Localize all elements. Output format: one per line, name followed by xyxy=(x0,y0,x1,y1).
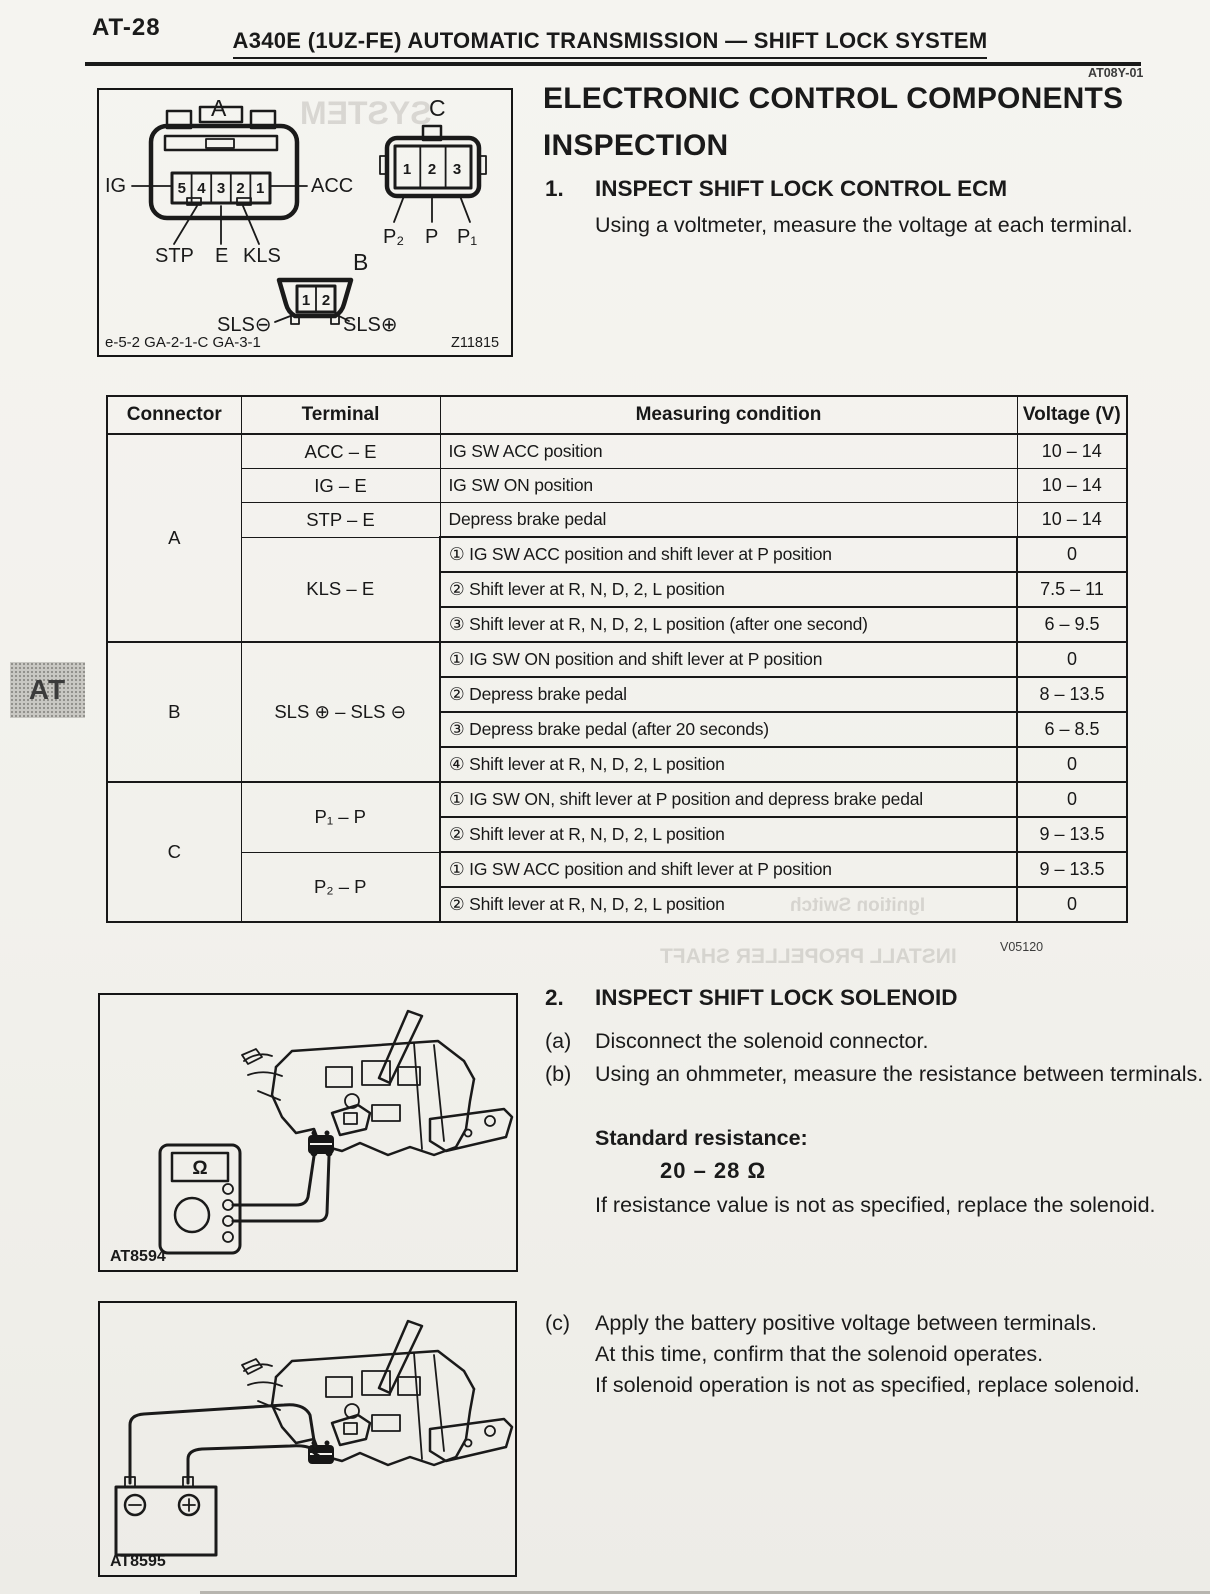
connector-c-pin: 2 xyxy=(427,161,437,178)
step-2a xyxy=(545,1026,1207,1057)
substep-text: Disconnect the solenoid connector. xyxy=(595,1029,929,1053)
voltage-cell: 9 – 13.5 xyxy=(1017,817,1127,852)
measuring-condition-cell: ② Shift lever at R, N, D, 2, L position xyxy=(440,572,1017,607)
terminal-label-acc: ACC xyxy=(311,175,354,197)
table-row xyxy=(107,782,1127,817)
connector-a-pin: 5 xyxy=(177,180,186,197)
terminal-cell: ACC – E xyxy=(241,434,440,469)
voltage-cell: 0 xyxy=(1017,782,1127,817)
ohmmeter-dial xyxy=(175,1198,209,1232)
substep-line: If solenoid operation is not as specified, replace solenoid. xyxy=(595,1373,1141,1398)
voltage-cell: 6 – 8.5 xyxy=(1017,712,1127,747)
table-header-cell: Connector xyxy=(107,396,241,434)
terminal-label-sls-plus: SLS⊕ xyxy=(343,314,398,336)
figure-id: AT8595 xyxy=(110,1553,166,1570)
measuring-condition-cell: IG SW ACC position xyxy=(440,434,1017,469)
figure-code: Z11815 xyxy=(451,335,500,351)
test-lead xyxy=(233,1156,314,1205)
connector-cell: A xyxy=(107,434,241,642)
terminal-cell: P₂ – P xyxy=(241,852,440,922)
terminal-label-p1: P₁ xyxy=(457,226,478,248)
voltage-cell: 10 – 14 xyxy=(1017,434,1127,469)
voltage-cell: 0 xyxy=(1017,642,1127,677)
measuring-condition-cell: IG SW ON position xyxy=(440,469,1017,503)
figure-ref-code: V05120 xyxy=(1000,940,1044,954)
ohmmeter-test-drawing xyxy=(100,995,516,1270)
bleedthrough-text: SYSTEM xyxy=(300,95,432,131)
shifter-assembly-drawing xyxy=(242,1011,512,1155)
header-rule xyxy=(85,62,1141,66)
measuring-condition-cell: ② Shift lever at R, N, D, 2, L position xyxy=(440,817,1017,852)
page-number: AT-28 xyxy=(92,14,161,41)
measuring-condition-cell: ① IG SW ACC position and shift lever at P position xyxy=(440,537,1017,572)
measuring-condition-cell: ③ Depress brake pedal (after 20 seconds) xyxy=(440,712,1017,747)
terminal-label-e: E xyxy=(215,245,229,267)
battery-cable xyxy=(188,1446,316,1483)
measuring-condition-cell: ① IG SW ON, shift lever at P position and depress brake pedal xyxy=(440,782,1017,817)
section-heading xyxy=(543,76,1193,169)
page-title xyxy=(160,28,1060,59)
substep-label: (c) xyxy=(545,1311,571,1335)
table-header-cell: Voltage (V) xyxy=(1017,396,1127,434)
section-tab-at: AT xyxy=(10,662,85,718)
measuring-condition-cell: ③ Shift lever at R, N, D, 2, L position (after one second) xyxy=(440,607,1017,642)
connector-a-pin: 1 xyxy=(256,180,265,197)
voltage-cell: 9 – 13.5 xyxy=(1017,852,1127,887)
terminal-cell: STP – E xyxy=(241,503,440,538)
measuring-condition-cell: ② Depress brake pedal xyxy=(440,677,1017,712)
ohm-symbol: Ω xyxy=(192,1158,208,1179)
measuring-condition-cell: ④ Shift lever at R, N, D, 2, L position xyxy=(440,747,1017,782)
substep-label: (a) xyxy=(545,1029,572,1053)
terminal-cell: SLS ⊕ – SLS ⊖ xyxy=(241,642,440,782)
substep-line: At this time, confirm that the solenoid operates. xyxy=(595,1342,1044,1367)
measuring-condition-cell: ① IG SW ACC position and shift lever at P position xyxy=(440,852,1017,887)
substep-line: Apply the battery positive voltage between terminals. xyxy=(595,1311,1097,1335)
table-row xyxy=(107,642,1127,677)
measuring-condition-cell: Depress brake pedal xyxy=(440,503,1017,538)
terminal-cell: P₁ – P xyxy=(241,782,440,852)
terminal-label-kls: KLS xyxy=(243,245,281,267)
voltage-cell: 10 – 14 xyxy=(1017,469,1127,503)
voltage-cell: 0 xyxy=(1017,537,1127,572)
step-2b-note: If resistance value is not as specified, replace the solenoid. xyxy=(595,1193,1156,1217)
bleedthrough-text: Ignition Switch xyxy=(790,895,926,916)
ohmmeter-test-figure xyxy=(98,993,518,1272)
terminal-label-p2: P₂ xyxy=(383,226,405,248)
terminal-label-p: P xyxy=(425,226,439,248)
terminal-label-stp: STP xyxy=(155,245,194,267)
step-2c xyxy=(545,1308,1207,1402)
terminal-label-sls-minus: SLS⊖ xyxy=(217,314,272,336)
table-header-row xyxy=(107,396,1127,434)
connector-c-pin: 1 xyxy=(402,161,412,178)
step-1-title xyxy=(545,176,1007,202)
table-row xyxy=(107,469,1127,503)
substep-label: (b) xyxy=(545,1062,572,1086)
step-title-text: INSPECT SHIFT LOCK SOLENOID xyxy=(595,985,958,1010)
standard-resistance-value: 20 – 28 Ω xyxy=(660,1158,767,1183)
connector-c-label: C xyxy=(429,95,446,121)
connector-a-pin: 2 xyxy=(236,180,245,197)
measuring-condition-cell: ① IG SW ON position and shift lever at P position xyxy=(440,642,1017,677)
measuring-condition-cell: ② Shift lever at R, N, D, 2, L position xyxy=(440,887,1017,922)
battery-cable xyxy=(130,1405,315,1483)
table-row xyxy=(107,503,1127,538)
step-2b xyxy=(545,1059,1207,1090)
terminal-cell: IG – E xyxy=(241,469,440,503)
table-row xyxy=(107,852,1127,887)
connector-pinout-figure xyxy=(97,88,513,357)
connector-a-label: A xyxy=(211,95,227,121)
terminal-cell: KLS – E xyxy=(241,537,440,642)
voltage-cell: 0 xyxy=(1017,747,1127,782)
connector-c-pin: 3 xyxy=(452,161,462,178)
page-title-text: A340E (1UZ-FE) AUTOMATIC TRANSMISSION — SHIFT LOCK SYSTEM xyxy=(233,28,988,59)
step-title-text: INSPECT SHIFT LOCK CONTROL ECM xyxy=(595,176,1008,201)
section-heading-line1: ELECTRONIC CONTROL COMPONENTS xyxy=(543,82,1124,115)
battery-test-figure xyxy=(98,1301,517,1577)
connector-b-label: B xyxy=(353,249,369,275)
voltage-cell: 10 – 14 xyxy=(1017,503,1127,538)
connector-cell: B xyxy=(107,642,241,782)
voltage-cell: 6 – 9.5 xyxy=(1017,607,1127,642)
table-row xyxy=(107,537,1127,572)
substep-text xyxy=(595,1308,1207,1402)
connector-b-pin: 2 xyxy=(321,292,331,309)
figure-id: AT8594 xyxy=(110,1248,166,1265)
substep-text: Using an ohmmeter, measure the resistance between terminals. xyxy=(595,1062,1204,1086)
table-header-cell: Measuring condition xyxy=(440,396,1017,434)
bleedthrough-text: INSTALL PROPELLER SHAFT xyxy=(660,945,957,968)
step-1-body: Using a voltmeter, measure the voltage at each terminal. xyxy=(595,213,1133,237)
test-lead xyxy=(233,1156,329,1221)
step-number: 2. xyxy=(545,985,564,1010)
voltage-spec-table xyxy=(106,395,1128,923)
table-header-cell: Terminal xyxy=(241,396,440,434)
connector-a-pin: 4 xyxy=(197,180,206,197)
connector-pinout-drawing xyxy=(99,90,511,355)
voltage-cell: 0 xyxy=(1017,887,1127,922)
article-code: AT08Y-01 xyxy=(1088,66,1144,80)
battery-test-drawing xyxy=(100,1303,515,1575)
standard-resistance-label: Standard resistance: xyxy=(595,1126,808,1150)
voltage-cell: 8 – 13.5 xyxy=(1017,677,1127,712)
step-2-title xyxy=(545,985,958,1011)
connector-a-pin: 3 xyxy=(216,180,226,197)
connector-cell: C xyxy=(107,782,241,922)
table-row xyxy=(107,434,1127,469)
step-number: 1. xyxy=(545,176,564,201)
voltage-cell: 7.5 – 11 xyxy=(1017,572,1127,607)
figure-note: e-5-2 GA-2-1-C GA-3-1 xyxy=(105,334,261,351)
terminal-label-ig: IG xyxy=(105,175,127,197)
section-heading-line2: INSPECTION xyxy=(543,128,729,162)
shifter-assembly-drawing xyxy=(242,1321,512,1465)
connector-b-pin: 1 xyxy=(301,292,311,309)
